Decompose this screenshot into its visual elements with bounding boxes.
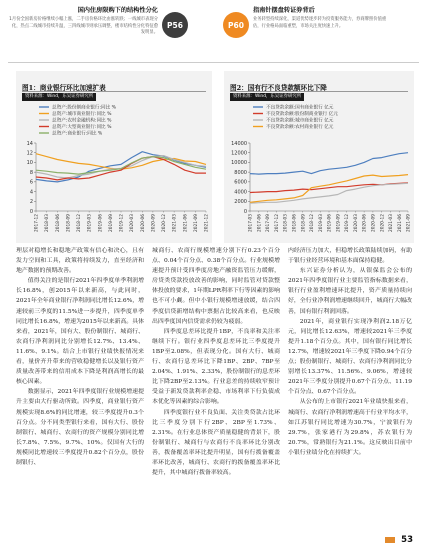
y-tick-label: 4: [29, 189, 33, 196]
x-tick-label: 2021-03: [389, 214, 395, 232]
paragraph: 2021年，商业银行实现净利润2.18万亿元，同比增长12.63%，增速较2021年三季度提升1.18个百分点。其中，国有银行同比增长12.7%，增速较2021年三季度下降0.94个百分点；股份制银行、城商行、农商行净利润同比分别增长13.37%、11.56%、9.06%，增速较2021年三季度分别提升0.67个百分点、11.19个百分点、0.67个百分点。: [288, 318, 412, 396]
x-tick-label: 2021-12: [204, 214, 210, 232]
x-tick-label: 2020-12: [380, 214, 386, 232]
y-tick-label: 14000: [231, 140, 247, 147]
legend-label: 总资产:城市商业银行:同比 %: [52, 112, 112, 118]
x-tick-label: 2017-09: [266, 214, 272, 232]
series-line: [36, 157, 206, 175]
x-tick-label: 2018-03: [283, 214, 289, 232]
figure-2-title-rule: [230, 91, 408, 92]
x-tick-label: 2018-09: [301, 214, 307, 232]
legend-label: 不良贷款余额:城市商业银行 亿元: [266, 118, 334, 124]
y-tick-label: 12000: [231, 150, 247, 157]
x-tick-label: 2018-06: [292, 214, 298, 232]
y-tick-label: 6000: [234, 179, 247, 186]
x-tick-label: 2019-06: [327, 214, 333, 232]
x-tick-label: 2021-09: [406, 214, 412, 232]
x-tick-label: 2020-09: [371, 214, 377, 232]
teaser-left-title: 国内住房限购下的结构性分化: [77, 7, 158, 14]
teaser-right-text: [253, 6, 393, 30]
legend-label: 不良贷款余额:国有商业银行 亿元: [266, 105, 334, 111]
y-tick-label: 0: [243, 208, 247, 215]
figure-1-chart: [16, 103, 212, 241]
figure-1-title-rule: [22, 91, 206, 92]
x-tick-label: 2020-06: [362, 214, 368, 232]
y-tick-label: 2: [29, 199, 33, 206]
x-tick-label: 2020-09: [151, 214, 157, 232]
x-tick-label: 2018-09: [66, 214, 72, 232]
y-tick-label: 8000: [234, 169, 247, 176]
text-column-2: [152, 246, 280, 478]
text-column-3: [288, 246, 412, 458]
figure-2-title: 图2：国有行不良贷款额环比下降: [230, 84, 327, 92]
y-tick-label: 2000: [234, 199, 247, 206]
x-tick-label: 2019-03: [87, 214, 93, 232]
x-tick-label: 2018-12: [310, 214, 316, 232]
figure-1: [16, 71, 212, 243]
series-line: [36, 156, 206, 178]
figure-1-source: 资料来源：Wind，东吴证券研究所: [22, 93, 96, 101]
legend-label: 不良贷款余额:股份制商业银行 亿元: [266, 112, 338, 118]
series-line: [250, 175, 408, 203]
x-tick-label: 2020-06: [140, 214, 146, 232]
x-tick-label: 2020-03: [130, 214, 136, 232]
header-divider: [8, 62, 419, 63]
x-tick-label: 2018-03: [45, 214, 51, 232]
teaser-left[interactable]: [8, 6, 213, 60]
text-column-1: [16, 246, 144, 468]
teaser-right-title: 指南针摆盘转证券背后: [253, 7, 315, 14]
paragraph: 城商行、农商行规模增速分别下行0.23个百分点、0.04个百分点、0.38个百分点。行业规模增速提升预计受四季度房地产融资监管压力缓解，房贷类贷款投放改善的影响，同时监管对贷款整体投放的要求，1年期LPR利率下行等因素的影响也不可小觑。但中小银行规模增速放缓，结合四季度信贷新增结构中票据占比较高来看，也反映出四季度国内信贷需求仍较为疲弱。: [152, 248, 280, 325]
x-tick-label: 2020-12: [162, 214, 168, 232]
figure-2: [224, 71, 414, 243]
teaser-left-badge: P56: [162, 12, 188, 38]
x-tick-label: 2021-06: [397, 214, 403, 232]
y-tick-label: 4000: [234, 189, 247, 196]
paragraph: 四季度息差环比提升1BP，不良率和关注率继续下行。银行业四季度息差环比三季度提升1BP至2.08%，但表现分化。国有大行、城商行、农商行息差环比下降1BP、2BP、7BP至2.04%、1.91%、2.33%，股份制银行的息差环比下降2BP至2.13%。行业息差的持续收窄预计受益于新发贷款利率企稳、市场利率下行负债成本优化等因素的综合影响。: [152, 328, 280, 406]
legend-label: 总资产:大型商业银行:同比 %: [52, 125, 112, 131]
paragraph: 数据显示，2021年四季度银行业规模增速提升主要由大行驱动所致。四季度，商业银行资产规模实现8.6%的同比增速，较三季度提升0.3个百分点。分不同类型银行来看，国有大行、股份制银行、城商行、农商行的资产规模分别同比增长7.8%、7.5%、9.7%、10%。仅国有大行的规模同比增速较三季度提升0.82个百分点，股份制银行、: [16, 389, 144, 466]
y-tick-label: 0: [29, 208, 33, 215]
teaser-right[interactable]: [223, 6, 419, 60]
figure-2-chart: [224, 103, 414, 241]
figure-1-title: 图1：商业银行环比加速扩表: [22, 84, 106, 92]
y-tick-label: 10000: [231, 160, 247, 167]
legend-label: 总资产:股份制商业银行:同比 %: [52, 105, 117, 111]
legend-label: 总资产:商业银行:同比 %: [52, 131, 103, 137]
x-tick-label: 2021-06: [183, 214, 189, 232]
legend-label: 不良贷款余额:农村商业银行 亿元: [266, 125, 334, 131]
x-tick-label: 2020-03: [353, 214, 359, 232]
page-marker: [385, 537, 395, 543]
page-header: [0, 0, 427, 66]
teaser-left-text: [8, 6, 158, 37]
y-tick-label: 8: [29, 169, 33, 176]
x-tick-label: 2019-12: [345, 214, 351, 232]
x-tick-label: 2017-12: [274, 214, 280, 232]
paragraph: 内经济压力加大，但稳增长政策陆续加码，有助于银行业经营环境和基本面保持稳健。: [288, 248, 412, 265]
paragraph: 四季度银行业不良负面、关注类贷款占比环比三季度分别下行2BP、2BP至1.73%、2.31%。在行业总体资产质量稳健的背景下，股份制银行、城商行与农商行不良率环比分别改善，拨备覆盖率环比提升明显，国有行拨备覆盖率环比改善，城商行、农商行的拨备覆盖率环比提升，其中城商行拨备率较高。: [152, 409, 280, 477]
x-tick-label: 2021-03: [172, 214, 178, 232]
teaser-right-desc: 业务转型持续深化，渠道优势逐步转为投资服务能力，券商牌照价值重估，行业格局面临重塑，市场关注度快速上升。: [253, 17, 387, 29]
y-tick-label: 10: [26, 160, 33, 167]
paragraph: 从公布的上市银行2021年业绩快报来看，城商行、农商行净利润增速高于行业平均水平，如江苏银行同比增速为30.7%，宁波银行为29.7%，张家港行为29.8%，苏农银行为20.7%，常熟银行为21.1%。这反映出目前中小银行业绩分化在持续扩大。: [288, 399, 412, 456]
paragraph: 理层对稳增长和稳地产政策有信心和决心，且有发力空间和工具，政策将持续发力，直至经济和地产数据的预期改善。: [16, 248, 144, 275]
teaser-right-badge: P60: [223, 12, 249, 38]
x-tick-label: 2019-06: [98, 214, 104, 232]
x-tick-label: 2018-06: [55, 214, 61, 232]
page-number: 53: [401, 535, 413, 545]
x-tick-label: 2017-12: [34, 214, 40, 232]
series-line: [250, 153, 408, 174]
x-tick-label: 2019-09: [336, 214, 342, 232]
x-tick-label: 2017-03: [248, 214, 254, 232]
x-tick-label: 2017-06: [257, 214, 263, 232]
figure-2-source: 资料来源：Wind，东吴证券研究所: [230, 93, 304, 101]
x-tick-label: 2021-09: [193, 214, 199, 232]
x-tick-label: 2019-03: [318, 214, 324, 232]
paragraph: 东兴证券分析认为，从银保监会公布的2021年四季度银行业主要监管指标数据来看，银行行业盈利增速环比提升，资产质量持续向好，全行业净利润增速继续回升，城商行大幅改善，国有银行利润回落。: [288, 268, 412, 315]
x-tick-label: 2019-12: [119, 214, 125, 232]
y-tick-label: 6: [29, 179, 33, 186]
y-tick-label: 14: [26, 140, 33, 147]
y-tick-label: 12: [26, 150, 33, 157]
legend-label: 总资产:农村金融机构:同比 %: [52, 118, 112, 124]
x-tick-label: 2018-12: [77, 214, 83, 232]
paragraph: 值得关注的是银行2021年四季度单季利润增长16.8%，创2015年以来新高，与此同时，2021年全年商业银行净利润同比增长12.6%，增速较前三季度的11.5%进一步提升，四季度单季同比增长16.8%，增速为2015年以来新高。具体来看，2021年，国有大、股份制银行、城商行、农商行净利润同比分别增长12.7%、13.4%、11.6%、9.1%。结合上市银行业绩快报情况来看，量价齐升带来的营收稳健增长以及银行资产质量改善带来的信用成本下降是利润高增长的最核心因素。: [16, 278, 144, 386]
teaser-left-desc: 1月份全国新房价格继续小幅上涨，二手房价格环比由涨转跌；一线城市表现分化，热点二线城市持续升温，三四线城市则承压调整，楼市结构性分化特征愈发明显。: [9, 17, 158, 35]
x-tick-label: 2019-09: [108, 214, 114, 232]
